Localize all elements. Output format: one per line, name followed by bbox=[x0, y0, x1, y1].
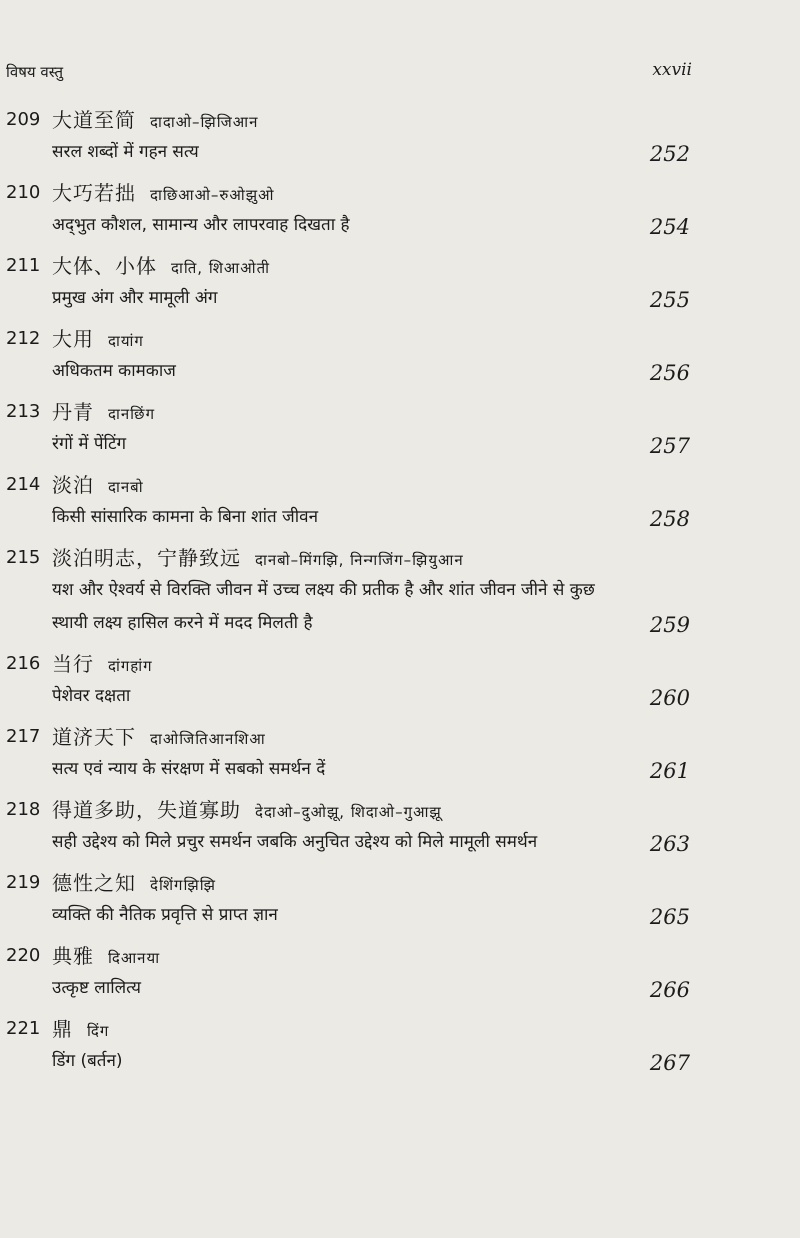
entry-body bbox=[6, 428, 690, 461]
toc-entry bbox=[6, 396, 690, 461]
entry-page-number: 267 bbox=[649, 1051, 690, 1075]
entry-body bbox=[6, 680, 690, 713]
entry-number: 209 bbox=[6, 109, 41, 130]
entry-description: सरल शब्दों में गहन सत्य bbox=[52, 142, 199, 162]
toc-entry bbox=[6, 648, 690, 713]
toc-entry bbox=[6, 794, 690, 859]
entry-heading bbox=[6, 396, 690, 428]
entry-chinese-term: 淡泊 bbox=[52, 473, 94, 497]
entry-body bbox=[6, 826, 690, 859]
toc-entry bbox=[6, 250, 690, 315]
entry-chinese-term: 大体、小体 bbox=[52, 254, 157, 278]
entry-page-number: 266 bbox=[649, 978, 690, 1002]
entry-body bbox=[6, 1045, 690, 1078]
entry-heading bbox=[6, 648, 690, 680]
toc-entry bbox=[6, 177, 690, 242]
entry-description: अद्‌भुत कौशल, सामान्य और लापरवाह दिखता है bbox=[52, 215, 350, 235]
entry-chinese-term-wrap bbox=[52, 542, 464, 576]
entry-heading bbox=[6, 721, 690, 753]
toc-entry bbox=[6, 542, 690, 640]
entry-transliteration: दाओजितिआनशिआ bbox=[150, 730, 266, 748]
entry-chinese-term: 德性之知 bbox=[52, 871, 136, 895]
entry-body bbox=[6, 136, 690, 169]
entry-body bbox=[6, 574, 690, 640]
entry-chinese-term-wrap bbox=[52, 794, 442, 828]
entry-chinese-term-wrap bbox=[52, 721, 266, 755]
entry-page-number: 252 bbox=[649, 142, 690, 166]
entry-number: 213 bbox=[6, 401, 41, 422]
entry-chinese-term-wrap bbox=[52, 396, 155, 430]
entry-heading bbox=[6, 250, 690, 282]
entry-body bbox=[6, 501, 690, 534]
entry-transliteration: दायांग bbox=[108, 332, 144, 350]
entry-chinese-term: 得道多助，失道寡助 bbox=[52, 798, 241, 822]
entry-heading bbox=[6, 1013, 690, 1045]
entry-description: डिंग (बर्तन) bbox=[52, 1051, 123, 1071]
table-of-contents bbox=[0, 104, 800, 1086]
entry-description: यश और ऐश्वर्य से विरक्ति जीवन में उच्च लक्ष्य की प्रतीक है और शांत जीवन जीने से कुछ स्थायी लक्ष्य हासिल करने में मदद मिलती है bbox=[52, 580, 595, 633]
entry-transliteration: दादाओ–झिजिआन bbox=[150, 113, 259, 131]
entry-chinese-term-wrap bbox=[52, 648, 153, 682]
entry-number: 211 bbox=[6, 255, 41, 276]
entry-heading bbox=[6, 940, 690, 972]
toc-entry bbox=[6, 867, 690, 932]
entry-chinese-term: 道济天下 bbox=[52, 725, 136, 749]
entry-heading bbox=[6, 542, 690, 574]
entry-transliteration: दाछिआओ–रुओझुओ bbox=[150, 186, 275, 204]
entry-page-number: 265 bbox=[649, 905, 690, 929]
entry-description: सही उद्देश्य को मिले प्रचुर समर्थन जबकि अनुचित उद्देश्य को मिले मामूली समर्थन bbox=[52, 832, 538, 852]
entry-chinese-term: 大巧若拙 bbox=[52, 181, 136, 205]
entry-heading bbox=[6, 469, 690, 501]
entry-chinese-term: 淡泊明志，宁静致远 bbox=[52, 546, 241, 570]
entry-page-number: 255 bbox=[649, 288, 690, 312]
entry-chinese-term-wrap bbox=[52, 1013, 109, 1047]
entry-page-number: 260 bbox=[649, 686, 690, 710]
entry-body bbox=[6, 209, 690, 242]
entry-number: 214 bbox=[6, 474, 41, 495]
running-header bbox=[6, 62, 692, 86]
entry-body bbox=[6, 355, 690, 388]
entry-number: 220 bbox=[6, 945, 41, 966]
entry-chinese-term: 丹青 bbox=[52, 400, 94, 424]
entry-number: 215 bbox=[6, 547, 41, 568]
entry-body bbox=[6, 899, 690, 932]
entry-chinese-term: 大用 bbox=[52, 327, 94, 351]
toc-entry bbox=[6, 104, 690, 169]
entry-body bbox=[6, 972, 690, 1005]
entry-number: 210 bbox=[6, 182, 41, 203]
entry-page-number: 259 bbox=[649, 613, 690, 637]
entry-chinese-term-wrap bbox=[52, 867, 216, 901]
toc-entry bbox=[6, 1013, 690, 1078]
entry-transliteration: देशिंगझिझि bbox=[150, 876, 216, 894]
entry-page-number: 256 bbox=[649, 361, 690, 385]
entry-transliteration: देदाओ–दुओझू, शिदाओ–गुआझू bbox=[255, 803, 442, 821]
entry-chinese-term-wrap bbox=[52, 177, 274, 211]
toc-entry bbox=[6, 469, 690, 534]
entry-chinese-term: 大道至简 bbox=[52, 108, 136, 132]
entry-chinese-term-wrap bbox=[52, 250, 270, 284]
entry-transliteration: दानबो–मिंगझि, निन्गजिंग–झियुआन bbox=[255, 551, 464, 569]
entry-heading bbox=[6, 867, 690, 899]
entry-chinese-term: 当行 bbox=[52, 652, 94, 676]
entry-heading bbox=[6, 177, 690, 209]
entry-number: 218 bbox=[6, 799, 41, 820]
entry-description: अधिकतम कामकाज bbox=[52, 361, 176, 381]
entry-chinese-term-wrap bbox=[52, 104, 258, 138]
entry-description: उत्कृष्ट लालित्य bbox=[52, 978, 141, 998]
entry-page-number: 261 bbox=[649, 759, 690, 783]
entry-transliteration: दानछिंग bbox=[108, 405, 156, 423]
entry-heading bbox=[6, 323, 690, 355]
entry-number: 212 bbox=[6, 328, 41, 349]
entry-page-number: 263 bbox=[649, 832, 690, 856]
entry-chinese-term: 典雅 bbox=[52, 944, 94, 968]
entry-description: पेशेवर दक्षता bbox=[52, 686, 131, 706]
entry-number: 216 bbox=[6, 653, 41, 674]
entry-body bbox=[6, 282, 690, 315]
entry-body bbox=[6, 753, 690, 786]
entry-description: व्यक्ति की नैतिक प्रवृत्ति से प्राप्त ज्ञान bbox=[52, 905, 278, 925]
entry-description: किसी सांसारिक कामना के बिना शांत जीवन bbox=[52, 507, 319, 527]
page-number-roman: xxvii bbox=[652, 60, 692, 80]
entry-heading bbox=[6, 104, 690, 136]
entry-description: सत्य एवं न्याय के संरक्षण में सबको समर्थन दें bbox=[52, 759, 326, 779]
entry-transliteration: दिंग bbox=[87, 1022, 110, 1040]
entry-transliteration: दानबो bbox=[108, 478, 144, 496]
entry-chinese-term: 鼎 bbox=[52, 1017, 73, 1041]
entry-number: 221 bbox=[6, 1018, 41, 1039]
entry-transliteration: दाति, शिआओती bbox=[171, 259, 271, 277]
entry-heading bbox=[6, 794, 690, 826]
entry-page-number: 254 bbox=[649, 215, 690, 239]
toc-entry bbox=[6, 940, 690, 1005]
toc-entry bbox=[6, 721, 690, 786]
entry-number: 219 bbox=[6, 872, 41, 893]
toc-entry bbox=[6, 323, 690, 388]
section-title: विषय वस्तु bbox=[6, 63, 64, 81]
entry-transliteration: दिआनया bbox=[108, 949, 161, 967]
entry-number: 217 bbox=[6, 726, 41, 747]
entry-description: प्रमुख अंग और मामूली अंग bbox=[52, 288, 218, 308]
entry-page-number: 257 bbox=[649, 434, 690, 458]
entry-chinese-term-wrap bbox=[52, 469, 144, 503]
entry-description: रंगों में पेंटिंग bbox=[52, 434, 127, 454]
entry-page-number: 258 bbox=[649, 507, 690, 531]
entry-chinese-term-wrap bbox=[52, 323, 144, 357]
entry-transliteration: दांगहांग bbox=[108, 657, 153, 675]
entry-chinese-term-wrap bbox=[52, 940, 160, 974]
